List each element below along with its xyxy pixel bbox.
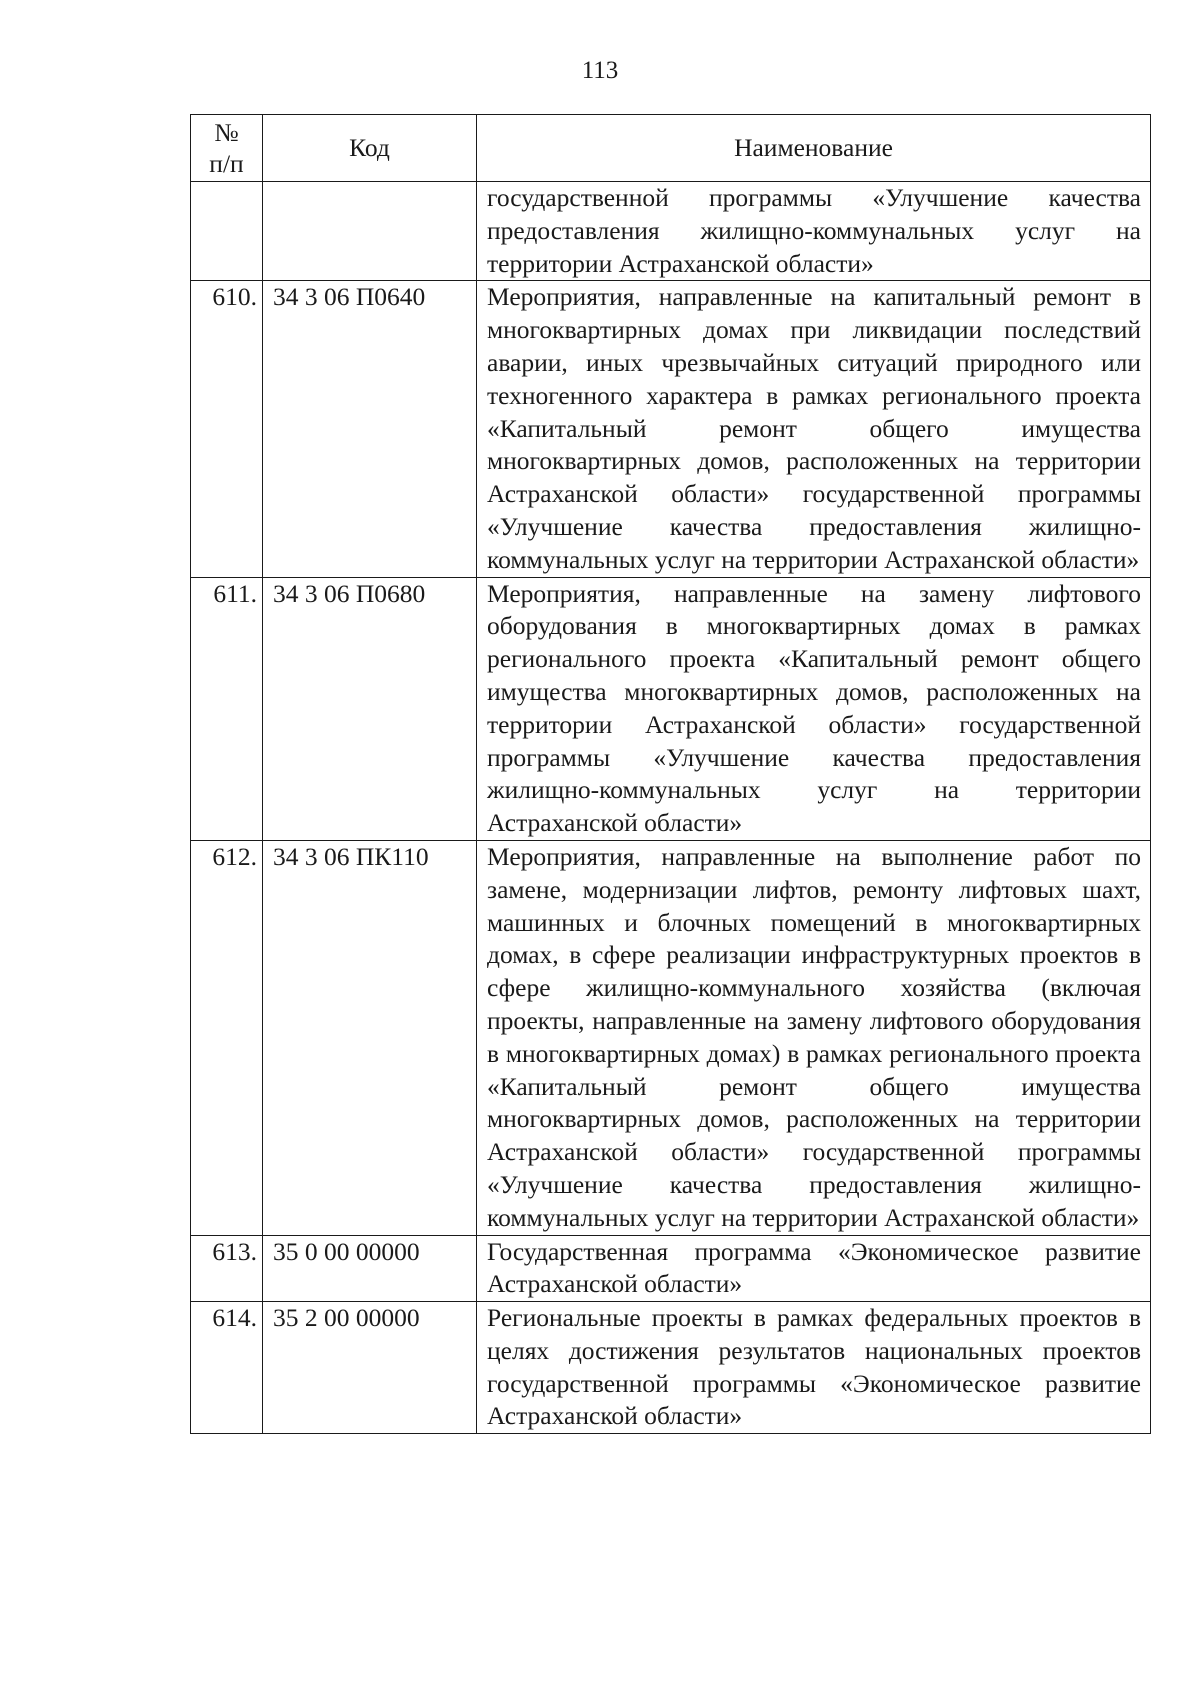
- row-number: 611.: [191, 577, 263, 840]
- row-code: 34 3 06 П0640: [263, 281, 477, 577]
- page-number: 113: [581, 57, 619, 84]
- row-number: 614.: [191, 1302, 263, 1434]
- row-name: Мероприятия, направленные на замену лифтового оборудования в многоквартирных домах в рамках регионального проекта «Капитальный ремонт общего имущества многоквартирных домов, расположенных на территории Астраханской области» государственной программы «Улучшение качества предоставления жилищно-коммунальных услуг на территории Астраханской области»: [477, 577, 1151, 840]
- table-row: [191, 1235, 1151, 1302]
- table-row: [191, 577, 1151, 840]
- table-row: [191, 840, 1151, 1235]
- row-number: 612.: [191, 840, 263, 1235]
- row-name: Государственная программа «Экономическое развитие Астраханской области»: [477, 1235, 1151, 1302]
- row-name: Мероприятия, направленные на выполнение работ по замене, модернизации лифтов, ремонту лифтовых шахт, машинных и блочных помещений в многоквартирных домах, в сфере реализации инфраструктурных проектов в сфере жилищно-коммунального хозяйства (включая проекты, направленные на замену лифтового оборудования в многоквартирных домах) в рамках регионального проекта «Капитальный ремонт общего имущества многоквартирных домов, расположенных на территории Астраханской области» государственной программы «Улучшение качества предоставления жилищно-коммунальных услуг на территории Астраханской области»: [477, 840, 1151, 1235]
- row-name: Региональные проекты в рамках федеральных проектов в целях достижения результатов национальных проектов государственной программы «Экономическое развитие Астраханской области»: [477, 1302, 1151, 1434]
- table-row: [191, 182, 1151, 281]
- classification-table: [190, 114, 1151, 1434]
- header-number: [191, 115, 263, 182]
- header-number-line1: №: [214, 118, 239, 147]
- row-code: 34 3 06 П0680: [263, 577, 477, 840]
- header-name: Наименование: [477, 115, 1151, 182]
- header-number-line2: п/п: [209, 149, 244, 178]
- row-number: 613.: [191, 1235, 263, 1302]
- row-number: [191, 182, 263, 281]
- row-name: Мероприятия, направленные на капитальный ремонт в многоквартирных домах при ликвидации последствий аварии, иных чрезвычайных ситуаций природного или техногенного характера в рамках регионального проекта «Капитальный ремонт общего имущества многоквартирных домов, расположенных на территории Астраханской области» государственной программы «Улучшение качества предоставления жилищно-коммунальных услуг на территории Астраханской области»: [477, 281, 1151, 577]
- row-code: 34 3 06 ПК110: [263, 840, 477, 1235]
- table-row: [191, 1302, 1151, 1434]
- row-name: государственной программы «Улучшение качества предоставления жилищно-коммунальных услуг на территории Астраханской области»: [477, 182, 1151, 281]
- row-code: 35 0 00 00000: [263, 1235, 477, 1302]
- table-header-row: [191, 115, 1151, 182]
- row-code: [263, 182, 477, 281]
- row-number: 610.: [191, 281, 263, 577]
- table-row: [191, 281, 1151, 577]
- header-code: Код: [263, 115, 477, 182]
- row-code: 35 2 00 00000: [263, 1302, 477, 1434]
